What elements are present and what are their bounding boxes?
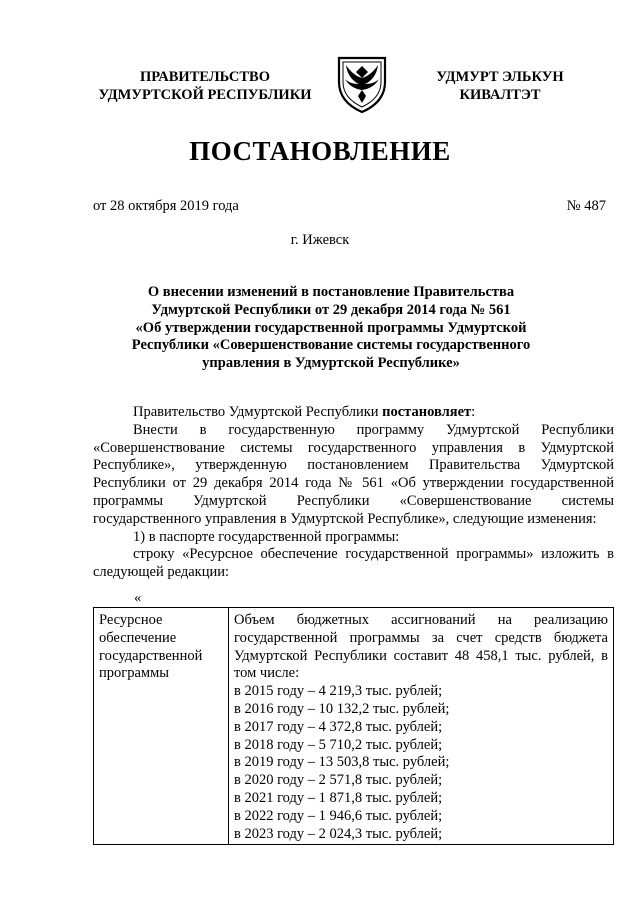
label-line: государственной — [99, 647, 203, 664]
funding-year: в 2019 году – 13 503,8 тыс. рублей; — [234, 754, 450, 771]
subject-line: управления в Удмуртской Республике» — [202, 355, 460, 372]
amendment-paragraph: Внести в государственную программу Удмуртской Республики «Совершенствование системы государственного управления в Удмуртской Республике», утвержденную постановлением Правительства Удмуртской Республики от 29 декабря 2014 года № 561 «Об утверждении государственной программы Удмуртской Республики «Совершенствование системы государственного управления в Удмуртской Республике», следующие изменения: — [93, 421, 614, 527]
header-right — [400, 68, 600, 104]
document-subject — [108, 284, 554, 373]
funding-year: в 2017 году – 4 372,8 тыс. рублей; — [234, 718, 443, 735]
funding-year: в 2016 году – 10 132,2 тыс. рублей; — [234, 700, 450, 717]
header-left — [80, 68, 330, 104]
subject-line: Республики «Совершенствование системы государственного — [131, 337, 531, 354]
header-left-line1: ПРАВИТЕЛЬСТВО — [140, 69, 270, 85]
funding-year: в 2018 году – 5 710,2 тыс. рублей; — [234, 736, 443, 753]
document-body — [93, 404, 614, 582]
document-city: г. Ижевск — [290, 232, 350, 248]
header-left-line2: УДМУРТСКОЙ РЕСПУБЛИКИ — [98, 87, 312, 103]
label-line: обеспечение — [99, 629, 177, 646]
label-line: программы — [99, 665, 169, 682]
amendment-instruction: строку «Ресурсное обеспечение государственной программы» изложить в следующей редакции: — [93, 546, 614, 581]
subject-line: «Об утверждении государственной программы Удмуртской — [135, 319, 527, 336]
subject-line: О внесении изменений в постановление Правительства — [147, 284, 515, 300]
funding-year: в 2023 году – 2 024,3 тыс. рублей; — [234, 825, 443, 842]
header-right-line2: КИВАЛТЭТ — [459, 87, 541, 103]
label-line: Ресурсное — [99, 612, 163, 628]
resource-label-cell — [94, 608, 229, 845]
udmurt-coat-of-arms-icon — [335, 52, 389, 114]
funding-year: в 2015 году – 4 219,3 тыс. рублей; — [234, 683, 443, 700]
funding-description: Объем бюджетных ассигнований на реализацию государственной программы за счет средств бюджета Удмуртской Республики составит 48 458,1 тыс. рублей, в том числе: — [234, 612, 608, 682]
resource-content-cell — [229, 608, 614, 845]
amendment-item-1: 1) в паспорте государственной программы: — [133, 528, 400, 545]
funding-year: в 2022 году – 1 946,6 тыс. рублей; — [234, 807, 443, 824]
header-right-line1: УДМУРТ ЭЛЬКУН — [436, 69, 564, 85]
subject-line: Удмуртской Республики от 29 декабря 2014 года № 561 — [151, 301, 511, 318]
funding-year: в 2021 году – 1 871,8 тыс. рублей; — [234, 789, 443, 806]
quote-mark: « — [134, 590, 142, 606]
document-title: ПОСТАНОВЛЕНИЕ — [189, 136, 451, 166]
funding-year: в 2020 году – 2 571,8 тыс. рублей; — [234, 772, 443, 789]
intro-text: Правительство Удмуртской Республики — [133, 404, 383, 420]
intro-paragraph — [93, 404, 614, 422]
intro-decree-word: постановляет — [382, 404, 472, 420]
resource-table — [93, 607, 614, 845]
document-date: от 28 октября 2019 года — [93, 198, 239, 214]
intro-colon: : — [471, 404, 476, 420]
table-row — [94, 608, 614, 845]
document-number: № 487 — [566, 198, 606, 214]
